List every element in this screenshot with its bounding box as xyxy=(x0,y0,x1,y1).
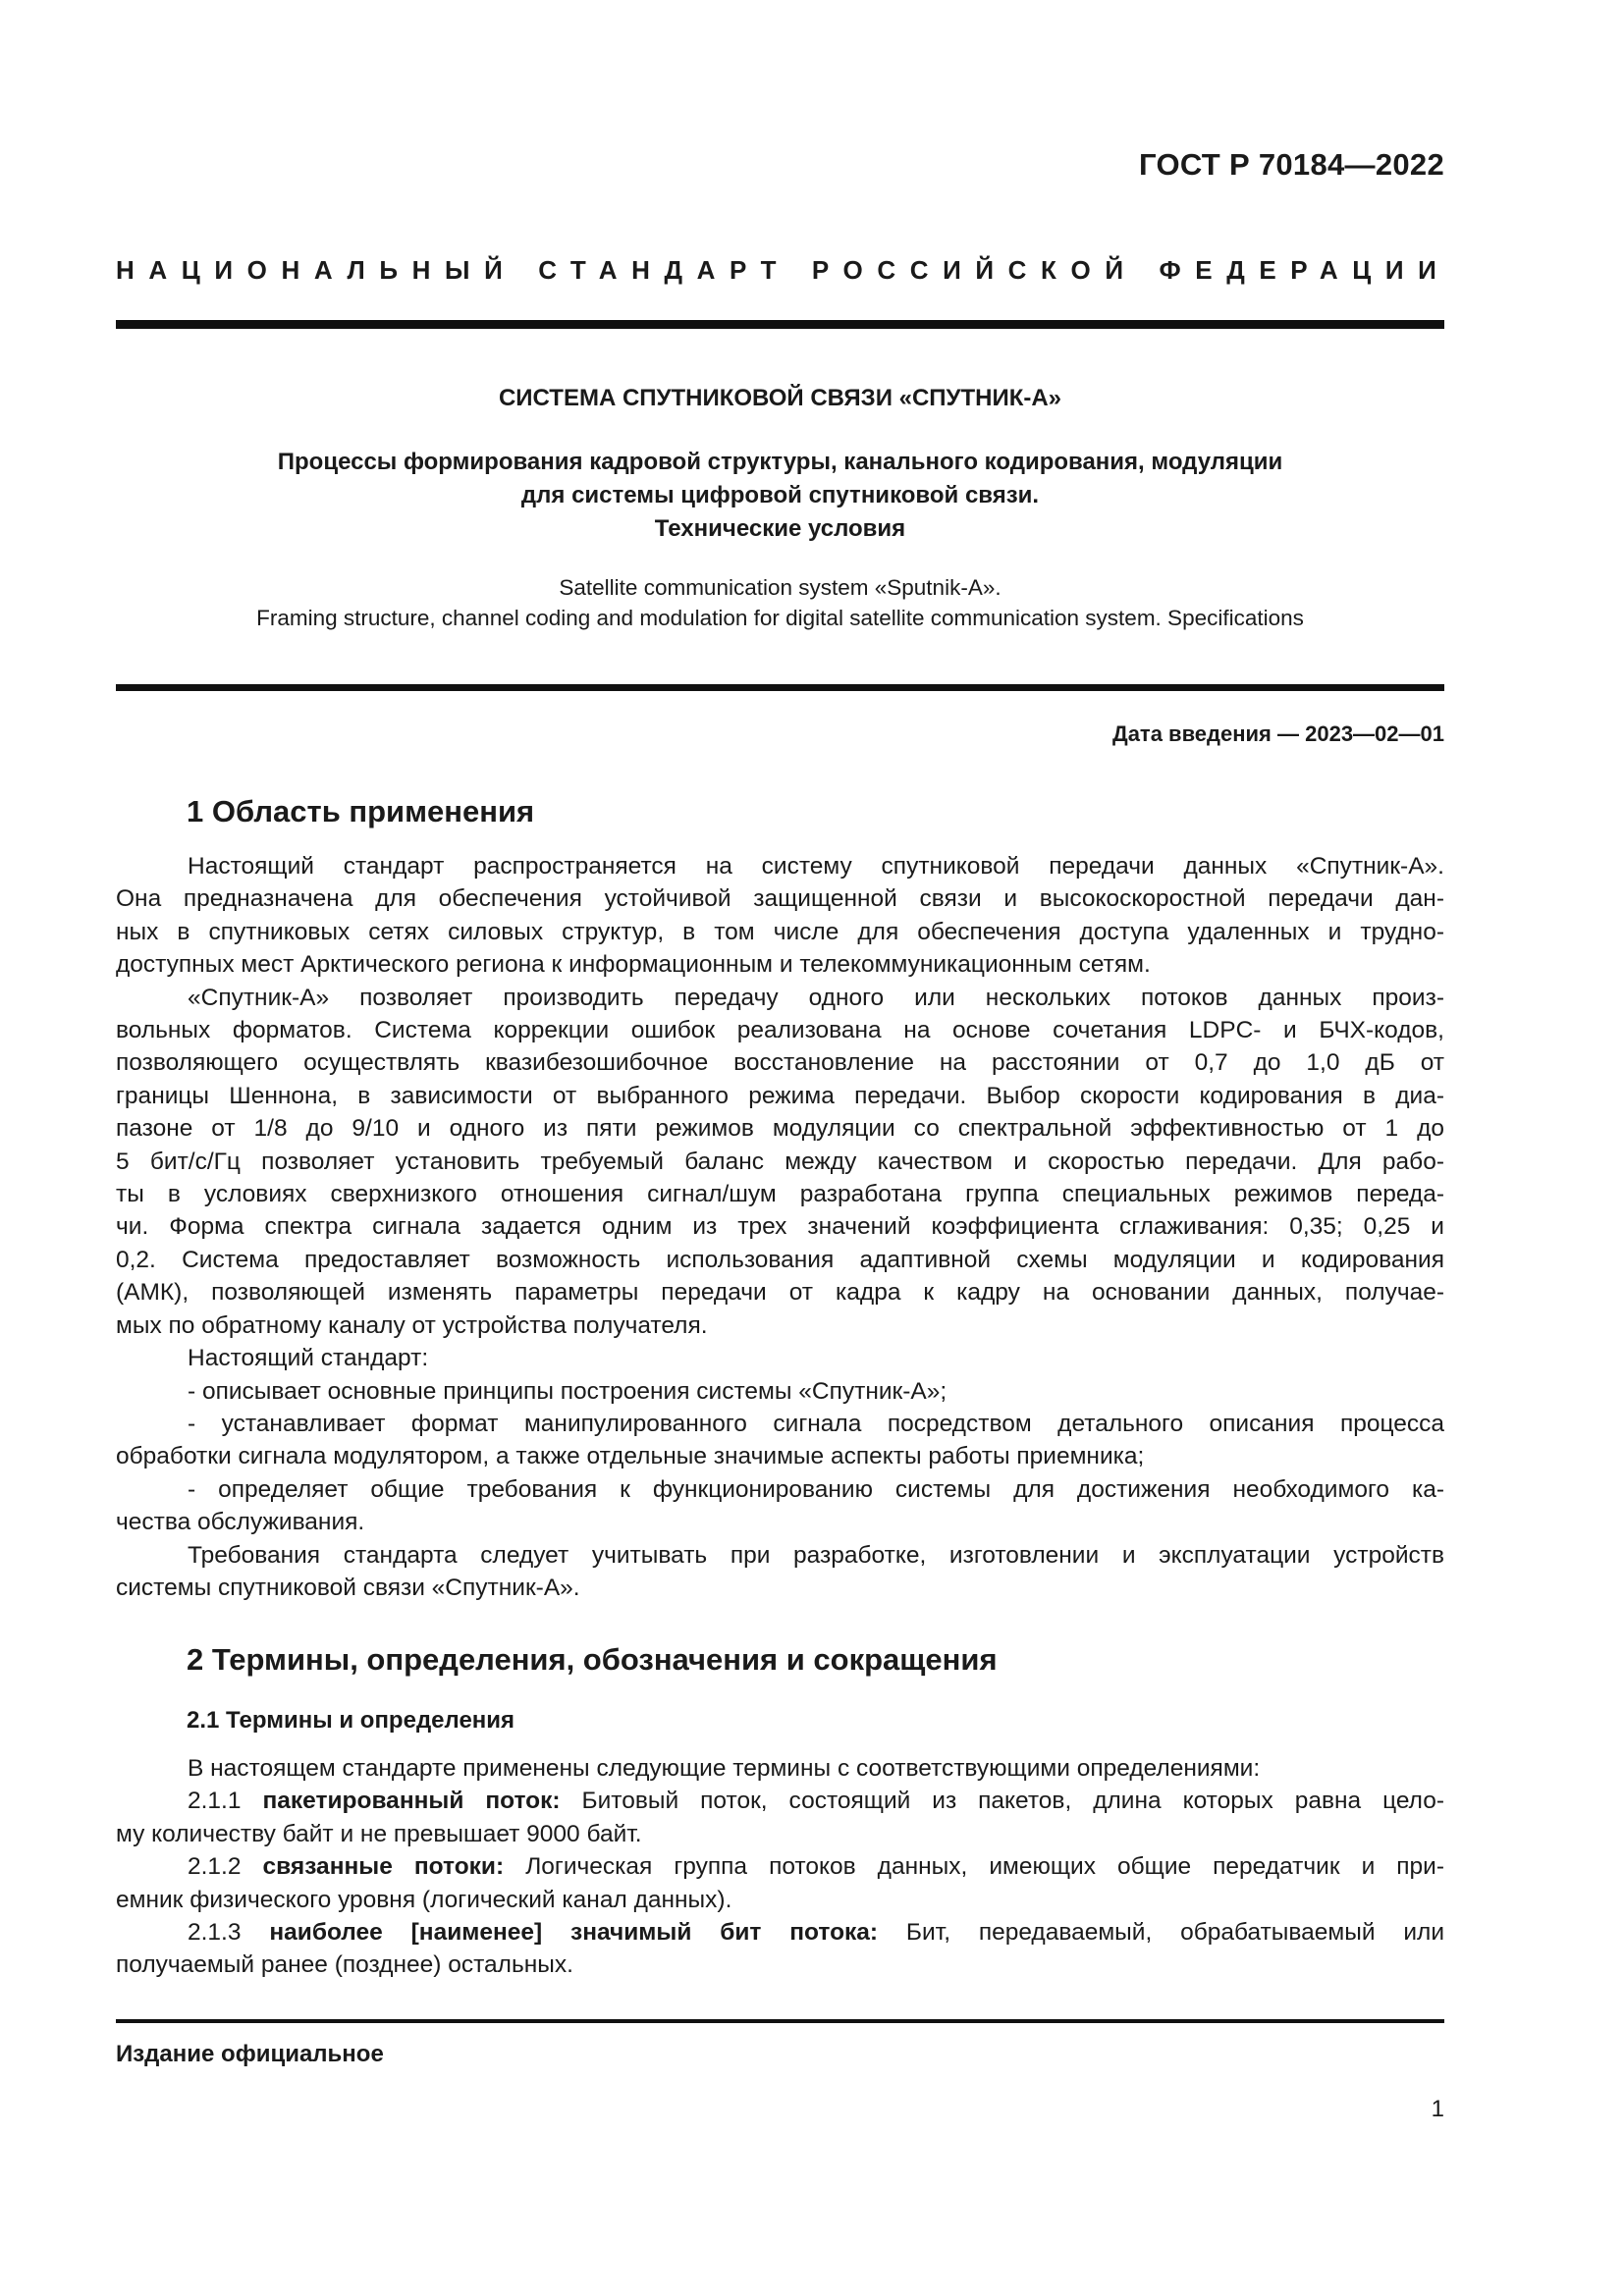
term-definition-cont: му количеству байт и не превышает 9000 байт. xyxy=(116,1820,642,1847)
term-name: пакетированный поток: xyxy=(262,1788,561,1815)
text-line: 0,2. Система предоставляет возможность использования адаптивной схемы модуляции и кодирования xyxy=(116,1246,1444,1273)
english-title-line: Satellite communication system «Sputnik-A». xyxy=(559,575,1001,600)
section-1-heading: 1 Область применения xyxy=(187,794,535,828)
text-line: 5 бит/с/Гц позволяет установить требуемый баланс между качеством и скоростью передачи. Для рабо- xyxy=(116,1148,1444,1175)
text-line: чества обслуживания. xyxy=(116,1509,365,1536)
document-code: ГОСТ Р 70184—2022 xyxy=(1139,147,1444,182)
term-number: 2.1.3 xyxy=(188,1919,242,1947)
term-definition: Логическая группа потоков данных, имеющих общие передатчик и при- xyxy=(525,1853,1445,1881)
term-definition: Битовый поток, состоящий из пакетов, длина которых равна цело- xyxy=(581,1788,1445,1815)
term-entry xyxy=(116,1850,1444,1883)
text-line: доступных мест Арктического региона к информационным и телекоммуникационным сетям. xyxy=(116,951,1151,979)
term-name: связанные потоки: xyxy=(262,1853,505,1881)
document-title: СИСТЕМА СПУТНИКОВОЙ СВЯЗИ «СПУТНИК-А» xyxy=(498,385,1062,411)
text-line: обработки сигнала модулятором, а также отдельные значимые аспекты работы приемника; xyxy=(116,1443,1145,1470)
text-line: пазоне от 1/8 до 9/10 и одного из пяти режимов модуляции со спектральной эффективностью от 1 до xyxy=(116,1115,1444,1143)
list-item: - определяет общие требования к функционированию системы для достижения необходимого ка- xyxy=(188,1475,1444,1503)
english-title xyxy=(116,572,1444,633)
term-name: наиболее [наименее] значимый бит потока: xyxy=(269,1919,879,1947)
text-line: Она предназначена для обеспечения устойчивой защищенной связи и высокоскоростной передачи дан- xyxy=(116,885,1444,913)
list-item: - устанавливает формат манипулированного сигнала посредством детального описания процесса xyxy=(188,1410,1444,1437)
section-2-body xyxy=(116,1752,1444,1982)
section-2-heading: 2 Термины, определения, обозначения и сокращения xyxy=(187,1642,998,1677)
introduction-date: Дата введения — 2023—02—01 xyxy=(1112,721,1444,746)
term-definition-cont: получаемый ранее (позднее) остальных. xyxy=(116,1951,573,1979)
subtitle-line: Технические условия xyxy=(654,515,906,542)
term-entry xyxy=(116,1785,1444,1817)
page-number: 1 xyxy=(1431,2096,1444,2122)
text-line: В настоящем стандарте применены следующие термины с соответствующими определениями: xyxy=(188,1755,1261,1782)
official-edition-label: Издание официальное xyxy=(116,2041,384,2067)
text-line: Настоящий стандарт: xyxy=(188,1345,429,1372)
subtitle-line: для системы цифровой спутниковой связи. xyxy=(520,482,1040,508)
subtitle-line: Процессы формирования кадровой структуры, канального кодирования, модуляции xyxy=(277,449,1283,475)
section-1-body xyxy=(116,850,1444,1604)
term-definition: Бит, передаваемый, обрабатываемый или xyxy=(905,1919,1445,1947)
text-line: (АМК), позволяющей изменять параметры передачи от кадра к кадру на основании данных, получае- xyxy=(116,1279,1444,1307)
text-line: чи. Форма спектра сигнала задается одним из трех значений коэффициента сглаживания: 0,35; 0,25 и xyxy=(116,1213,1444,1241)
term-entry xyxy=(116,1916,1444,1949)
term-number: 2.1.1 xyxy=(188,1788,242,1815)
text-line: вольных форматов. Система коррекции ошибок реализована на основе сочетания LDPC- и БЧХ-кодов, xyxy=(116,1017,1444,1044)
middle-divider xyxy=(116,684,1444,691)
national-standard-banner: НАЦИОНАЛЬНЫЙ СТАНДАРТ РОССИЙСКОЙ ФЕДЕРАЦИИ xyxy=(116,255,1451,285)
subsection-2-1-heading: 2.1 Термины и определения xyxy=(187,1707,515,1734)
text-line: мых по обратному каналу от устройства получателя. xyxy=(116,1311,708,1339)
document-subtitle xyxy=(116,446,1444,546)
text-line: «Спутник-А» позволяет производить передачу одного или нескольких потоков данных произ- xyxy=(188,984,1444,1011)
text-line: границы Шеннона, в зависимости от выбранного режима передачи. Выбор скорости кодирования в диа- xyxy=(116,1082,1444,1109)
text-line: позволяющего осуществлять квазибезошибочное восстановление на расстоянии от 0,7 до 1,0 дБ от xyxy=(116,1049,1444,1077)
text-line: Требования стандарта следует учитывать при разработке, изготовлении и эксплуатации устройств xyxy=(188,1541,1444,1569)
text-line: системы спутниковой связи «Спутник-А». xyxy=(116,1574,580,1601)
top-divider xyxy=(116,320,1444,329)
text-line: ты в условиях сверхнизкого отношения сигнал/шум разработана группа специальных режимов переда- xyxy=(116,1181,1444,1208)
english-title-line: Framing structure, channel coding and modulation for digital satellite communication system. Specifications xyxy=(256,606,1304,630)
term-number: 2.1.2 xyxy=(188,1853,242,1881)
term-definition-cont: емник физического уровня (логический канал данных). xyxy=(116,1886,732,1913)
text-line: Настоящий стандарт распространяется на систему спутниковой передачи данных «Спутник-А». xyxy=(188,853,1444,880)
text-line: ных в спутниковых сетях силовых структур, в том числе для обеспечения доступа удаленных и трудно- xyxy=(116,918,1444,945)
footer-divider xyxy=(116,2019,1444,2023)
list-item: - описывает основные принципы построения системы «Спутник-А»; xyxy=(188,1377,947,1405)
